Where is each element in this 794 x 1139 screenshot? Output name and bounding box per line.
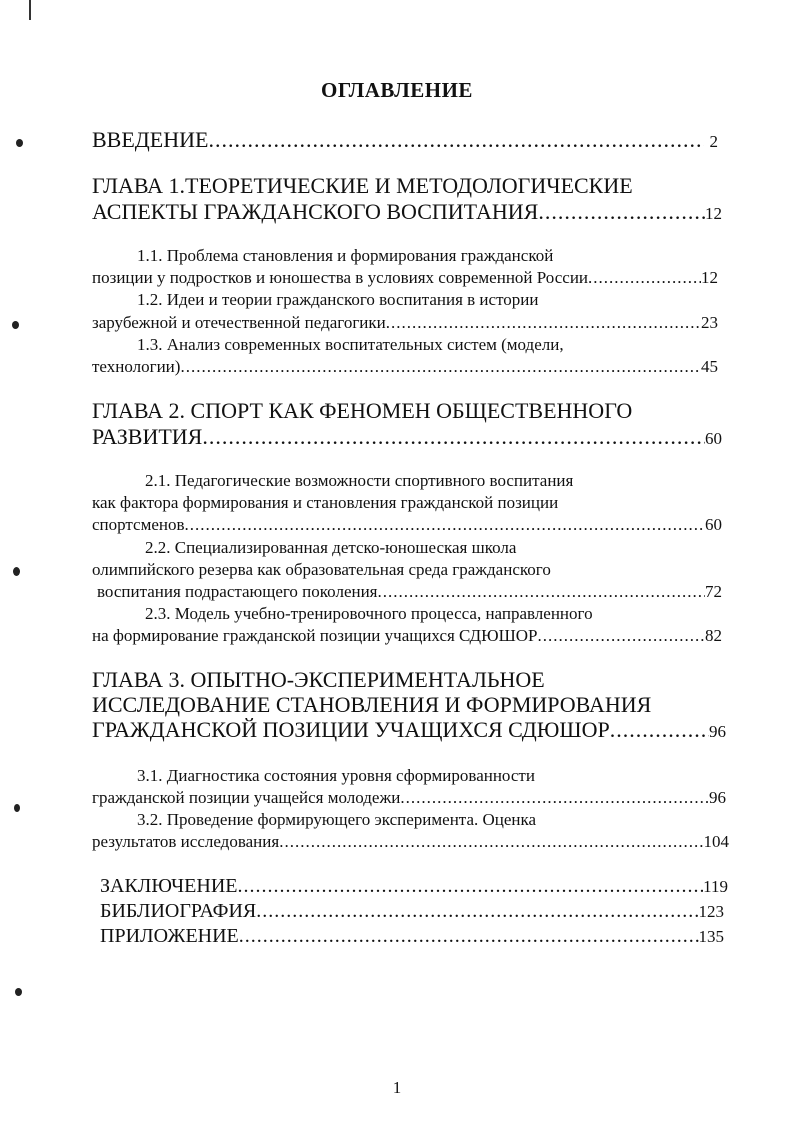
section-1-1-line1: 1.1. Проблема становления и формирования гражданской bbox=[137, 246, 554, 265]
chapter-1-title-line2: АСПЕКТЫ ГРАЖДАНСКОГО ВОСПИТАНИЯ bbox=[92, 199, 539, 224]
toc-page-number: 12 bbox=[705, 204, 722, 223]
toc-page-number: 23 bbox=[701, 313, 718, 332]
section-1-1-line2: позиции у подростков и юношества в условиях современной России bbox=[92, 268, 589, 287]
chapter-3-title-line3: ГРАЖДАНСКОЙ ПОЗИЦИИ УЧАЩИХСЯ СДЮШОР bbox=[92, 717, 610, 742]
toc-entry-conclusion bbox=[100, 874, 728, 899]
section-1-3-line2: технологии) bbox=[92, 357, 181, 376]
toc-entry-label: БИБЛИОГРАФИЯ bbox=[100, 900, 257, 922]
leader-dots bbox=[202, 424, 705, 450]
section-2-1-line2: как фактора формирования и становления гражданской позиции bbox=[92, 493, 559, 512]
section-2-2-line1: 2.2. Специализированная детско-юношеская школа bbox=[145, 538, 517, 557]
toc-page-number: 2 bbox=[709, 132, 718, 151]
toc-entry-section-2-1 bbox=[92, 514, 722, 535]
toc-page-number: 104 bbox=[703, 832, 729, 851]
toc-entry-label: ПРИЛОЖЕНИЕ bbox=[100, 925, 239, 947]
toc-entry-chapter-2 bbox=[92, 424, 722, 452]
toc-page-number: 60 bbox=[705, 515, 722, 534]
leader-dots bbox=[237, 874, 703, 898]
leader-dots bbox=[610, 717, 709, 743]
page-title: ОГЛАВЛЕНИЕ bbox=[321, 78, 473, 102]
scan-mark bbox=[29, 0, 31, 20]
toc-entry-section-1-3 bbox=[92, 356, 718, 377]
chapter-1-title-line1: ГЛАВА 1.ТЕОРЕТИЧЕСКИЕ И МЕТОДОЛОГИЧЕСКИЕ bbox=[92, 173, 633, 198]
punch-hole-mark bbox=[12, 321, 19, 329]
chapter-3-title-line2: ИССЛЕДОВАНИЕ СТАНОВЛЕНИЯ И ФОРМИРОВАНИЯ bbox=[92, 692, 652, 717]
chapter-2-title-line2: РАЗВИТИЯ bbox=[92, 424, 203, 449]
section-3-1-line2: гражданской позиции учащейся молодежи bbox=[92, 788, 401, 807]
toc-page-number: 96 bbox=[709, 788, 726, 807]
leader-dots bbox=[386, 312, 701, 333]
toc-page-number: 123 bbox=[698, 902, 724, 921]
section-2-1-line1: 2.1. Педагогические возможности спортивного воспитания bbox=[145, 471, 574, 490]
punch-hole-mark bbox=[14, 804, 20, 812]
toc-page-number: 45 bbox=[701, 357, 718, 376]
toc-entry-section-3-2 bbox=[92, 831, 729, 852]
leader-dots bbox=[185, 514, 705, 535]
toc-entry-bibliography bbox=[100, 899, 724, 924]
toc-entry-section-1-1 bbox=[92, 267, 718, 288]
leader-dots bbox=[180, 356, 701, 377]
section-2-3-line2: на формирование гражданской позиции учащихся СДЮШОР bbox=[92, 626, 538, 645]
punch-hole-mark bbox=[15, 988, 22, 996]
toc-entry-chapter-3 bbox=[92, 717, 726, 745]
toc-entry-appendix bbox=[100, 924, 724, 949]
toc-entry-label: ЗАКЛЮЧЕНИЕ bbox=[100, 875, 238, 897]
toc-entry-intro bbox=[92, 127, 718, 155]
leader-dots bbox=[538, 625, 706, 646]
section-3-2-line2: результатов исследования bbox=[92, 832, 280, 851]
toc-entry-section-3-1 bbox=[92, 787, 726, 808]
toc-page-number: 96 bbox=[709, 722, 726, 741]
toc-entry-section-2-2 bbox=[97, 581, 722, 602]
toc-page-number: 119 bbox=[703, 877, 728, 896]
section-1-2-line2: зарубежной и отечественной педагогики bbox=[92, 313, 386, 332]
toc-page-number: 12 bbox=[701, 268, 718, 287]
section-2-1-line3: спортсменов bbox=[92, 515, 185, 534]
leader-dots bbox=[400, 787, 709, 808]
toc-page-number: 60 bbox=[705, 429, 722, 448]
section-3-2-line1: 3.2. Проведение формирующего эксперимента. Оценка bbox=[137, 810, 537, 829]
toc-page-number: 72 bbox=[705, 582, 722, 601]
toc-entry-label: ВВЕДЕНИЕ bbox=[92, 127, 209, 152]
leader-dots bbox=[378, 581, 706, 602]
section-1-3-line1: 1.3. Анализ современных воспитательных систем (модели, bbox=[137, 335, 564, 354]
section-1-2-line1: 1.2. Идеи и теории гражданского воспитания в истории bbox=[137, 290, 539, 309]
toc-entry-chapter-1 bbox=[92, 199, 722, 227]
section-2-2-line3: воспитания подрастающего поколения bbox=[97, 582, 378, 601]
toc-entry-section-1-2 bbox=[92, 312, 718, 333]
leader-dots bbox=[588, 267, 701, 288]
leader-dots bbox=[279, 831, 703, 852]
leader-dots bbox=[239, 924, 699, 948]
leader-dots bbox=[208, 127, 703, 153]
page-number: 1 bbox=[392, 1078, 402, 1097]
toc-page-number: 82 bbox=[705, 626, 722, 645]
chapter-3-title-line1: ГЛАВА 3. ОПЫТНО-ЭКСПЕРИМЕНТАЛЬНОЕ bbox=[92, 667, 545, 692]
punch-hole-mark bbox=[16, 139, 23, 147]
leader-dots bbox=[256, 899, 698, 923]
punch-hole-mark bbox=[13, 567, 20, 576]
chapter-2-title-line1: ГЛАВА 2. СПОРТ КАК ФЕНОМЕН ОБЩЕСТВЕННОГО bbox=[92, 398, 633, 423]
leader-dots bbox=[538, 199, 705, 225]
toc-entry-section-2-3 bbox=[92, 625, 722, 646]
section-2-3-line1: 2.3. Модель учебно-тренировочного процесса, направленного bbox=[145, 604, 593, 623]
section-2-2-line2: олимпийского резерва как образовательная среда гражданского bbox=[92, 560, 551, 579]
toc-page-number: 135 bbox=[698, 927, 724, 946]
section-3-1-line1: 3.1. Диагностика состояния уровня сформированности bbox=[137, 766, 535, 785]
